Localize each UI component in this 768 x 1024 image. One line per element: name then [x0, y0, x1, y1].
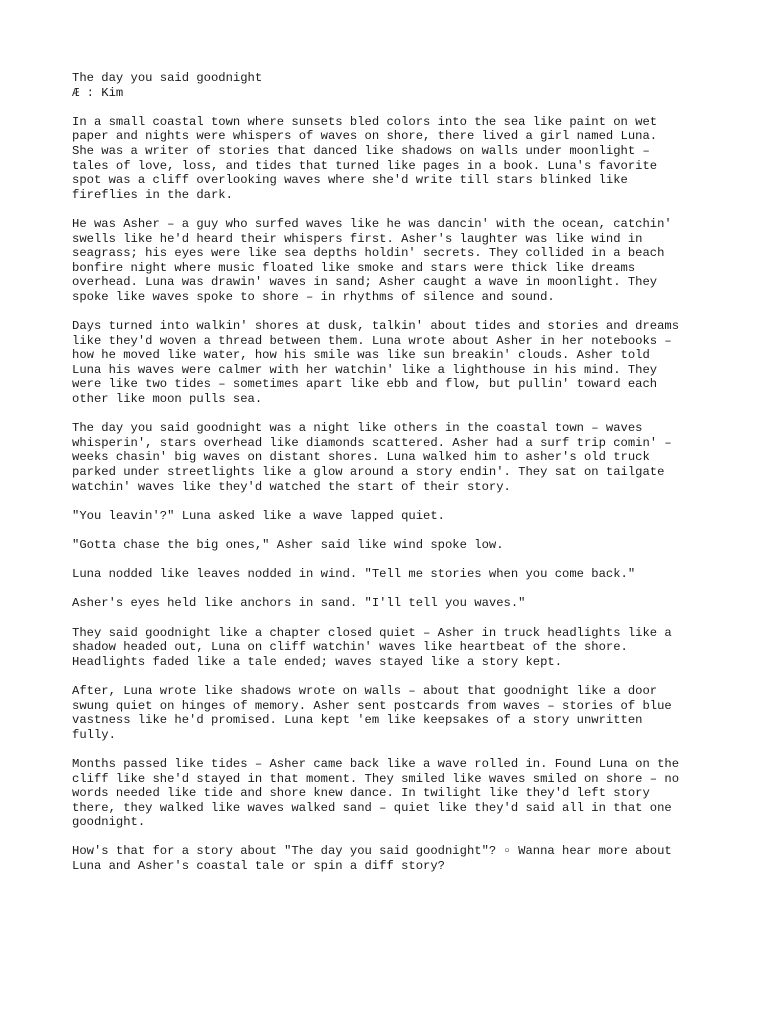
paragraph-9: They said goodnight like a chapter closed quiet – Asher in truck headlights like a shadow headed out, Luna on cliff watchin' waves like heartbeat of the shore. Headlights faded like a tale ended; waves stayed like a story kept.: [72, 625, 672, 669]
paragraph-12: How's that for a story about "The day you said goodnight"? ▫ Wanna hear more about Luna and Asher's coastal tale or spin a diff story?: [72, 844, 672, 874]
paragraph-5: "You leavin'?" Luna asked like a wave lapped quiet.: [72, 508, 445, 523]
paragraph-2: He was Asher – a guy who surfed waves like he was dancin' with the ocean, catchin' swells like he'd heard their whispers first. Asher's laughter was like wind in seagrass; his eyes were like sea depths holdin' secrets. They collided in a beach bonfire night where music floated like smoke and stars were thick like dreams overhead. Luna was drawin' waves in sand; Asher caught a wave in moonlight. They spoke like waves spoke to shore – in rhythms of silence and sound.: [72, 216, 672, 304]
paragraph-7: Luna nodded like leaves nodded in wind. "Tell me stories when you come back.": [72, 567, 636, 582]
paragraph-4: The day you said goodnight was a night like others in the coastal town – waves whisperin', stars overhead like diamonds scattered. Asher had a surf trip comin' – weeks chasin' big waves on distant shores. Luna walked him to asher's old truck parked under streetlights like a glow around a story endin'. They sat on tailgate watchin' waves like they'd watched the start of their story.: [72, 421, 672, 494]
paragraph-11: Months passed like tides – Asher came back like a wave rolled in. Found Luna on the cliff like she'd stayed in that moment. They smiled like waves smiled on shore – no words needed like tide and shore knew dance. In twilight like they'd left story there, they walked like waves walked sand – quiet like they'd said all in that one goodnight.: [72, 756, 680, 830]
paragraph-1: In a small coastal town where sunsets bled colors into the sea like paint on wet paper and nights were whispers of waves on shore, there lived a girl named Luna. She was a writer of stories that danced like shadows on walls under moonlight – tales of love, loss, and tides that turned like pages in a book. Luna's favorite spot was a cliff overlooking waves where she'd write till stars blinked like fireflies in the dark.: [72, 114, 658, 202]
paragraph-6: "Gotta chase the big ones," Asher said like wind spoke low.: [72, 538, 504, 552]
paragraph-8: Asher's eyes held like anchors in sand. "I'll tell you waves.": [72, 596, 526, 611]
document-header: [72, 71, 708, 100]
document-title: The day you said goodnight: [72, 71, 263, 85]
paragraph-10: After, Luna wrote like shadows wrote on walls – about that goodnight like a door swung quiet on hinges of memory. Asher sent postcards from waves – stories of blue vastness like he'd promised. Luna kept 'em like keepsakes of a story unwritten fully.: [72, 683, 672, 742]
document-byline: Æ : Kim: [72, 85, 124, 100]
paragraph-3: Days turned into walkin' shores at dusk, talkin' about tides and stories and dreams like they'd woven a thread between them. Luna wrote about Asher in her notebooks – how he moved like water, how his smile was like sun breakin' clouds. Asher told Luna his waves were calmer with her watchin' like a lighthouse in his mind. They were like two tides – sometimes apart like ebb and flow, but pullin' toward each other like moon pulls sea.: [72, 319, 680, 407]
